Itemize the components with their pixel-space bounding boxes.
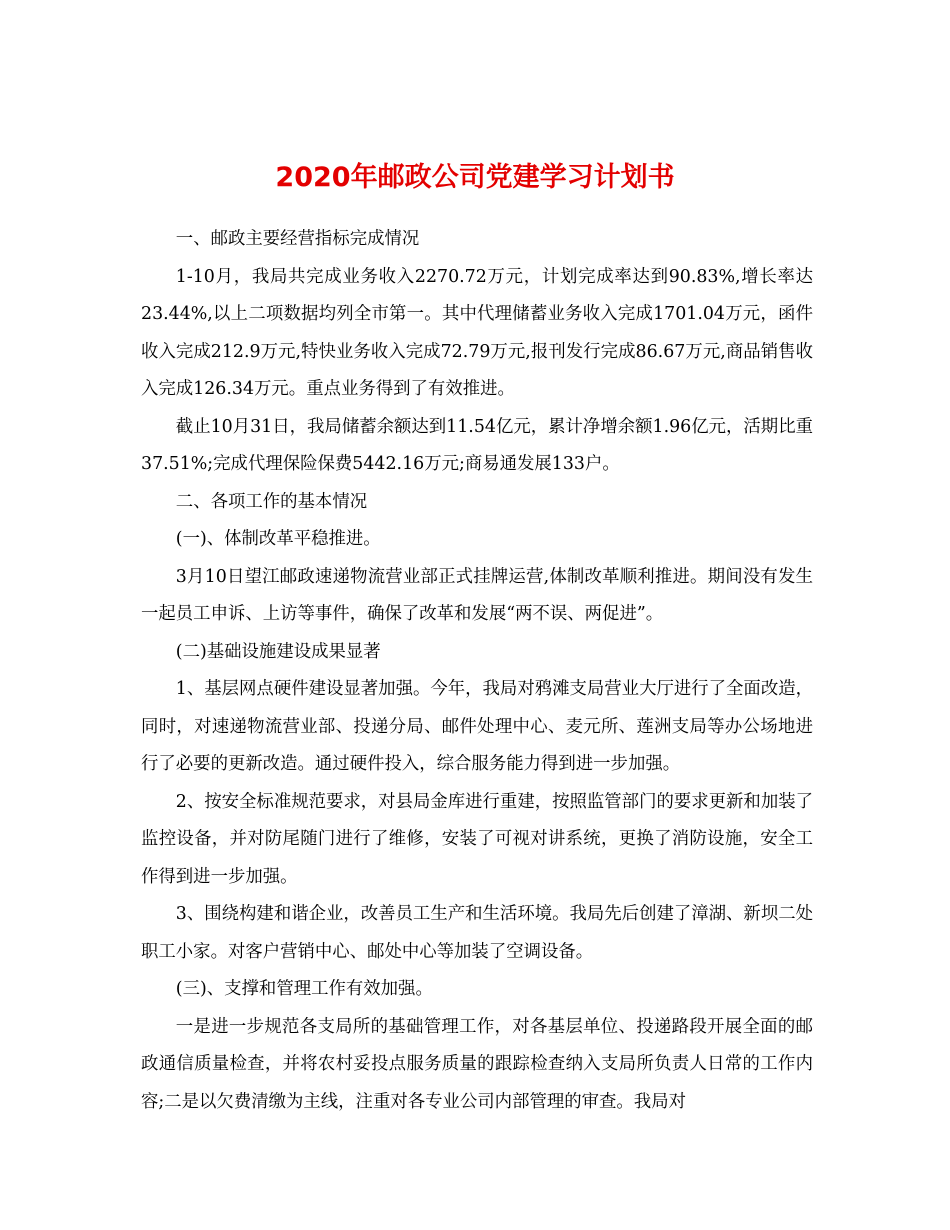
paragraph: 2、按安全标准规范要求，对县局金库进行重建，按照监管部门的要求更新和加装了监控设备，并对防尾随门进行了维修，安装了可视对讲系统，更换了消防设施，安全工作得到进一步加强。 bbox=[141, 791, 813, 887]
paragraph: 3月10日望江邮政速递物流营业部正式挂牌运营,体制改革顺利推进。期间没有发生一起员工申诉、上访等事件，确保了改革和发展“两不误、两促进”。 bbox=[141, 566, 813, 624]
section-heading-1: 一、邮政主要经营指标完成情况 bbox=[175, 229, 420, 249]
paragraph: 截止10月31日，我局储蓄余额达到11.54亿元，累计净增余额1.96亿元，活期比重37.51%;完成代理保险保费5442.16万元;商易通发展133户。 bbox=[141, 416, 813, 474]
paragraph: 3、围绕构建和谐企业，改善员工生产和生活环境。我局先后创建了漳湖、新坝二处职工小家。对客户营销中心、邮处中心等加装了空调设备。 bbox=[141, 904, 813, 962]
subsection-heading: (三)、支撑和管理工作有效加强。 bbox=[175, 979, 433, 999]
paragraph: 1-10月，我局共完成业务收入2270.72万元，计划完成率达到90.83%,增长率达23.44%,以上二项数据均列全市第一。其中代理储蓄业务收入完成1701.04万元，函件收入完成212.9万元,特快业务收入完成72.79万元,报刊发行完成86.67万元,商品销售收入完成126.34万元。重点业务得到了有效推进。 bbox=[141, 266, 813, 399]
paragraph: 一是进一步规范各支局所的基础管理工作，对各基层单位、投递路段开展全面的邮政通信质量检查，并将农村妥投点服务质量的跟踪检查纳入支局所负责人日常的工作内容;二是以欠费清缴为主线，注重对各专业公司内部管理的审查。我局对 bbox=[141, 1016, 813, 1112]
paragraph: 1、基层网点硬件建设显著加强。今年，我局对鸦滩支局营业大厅进行了全面改造，同时，对速递物流营业部、投递分局、邮件处理中心、麦元所、莲洲支局等办公场地进行了必要的更新改造。通过硬件投入，综合服务能力得到进一步加强。 bbox=[141, 679, 813, 774]
section-heading-2: 二、各项工作的基本情况 bbox=[175, 491, 368, 512]
document-body bbox=[141, 221, 813, 1121]
subsection-heading: (二)基础设施建设成果显著 bbox=[175, 641, 381, 662]
document-title: 2020年邮政公司党建学习计划书 bbox=[275, 162, 675, 194]
subsection-heading: (一)、体制改革平稳推进。 bbox=[175, 529, 381, 549]
